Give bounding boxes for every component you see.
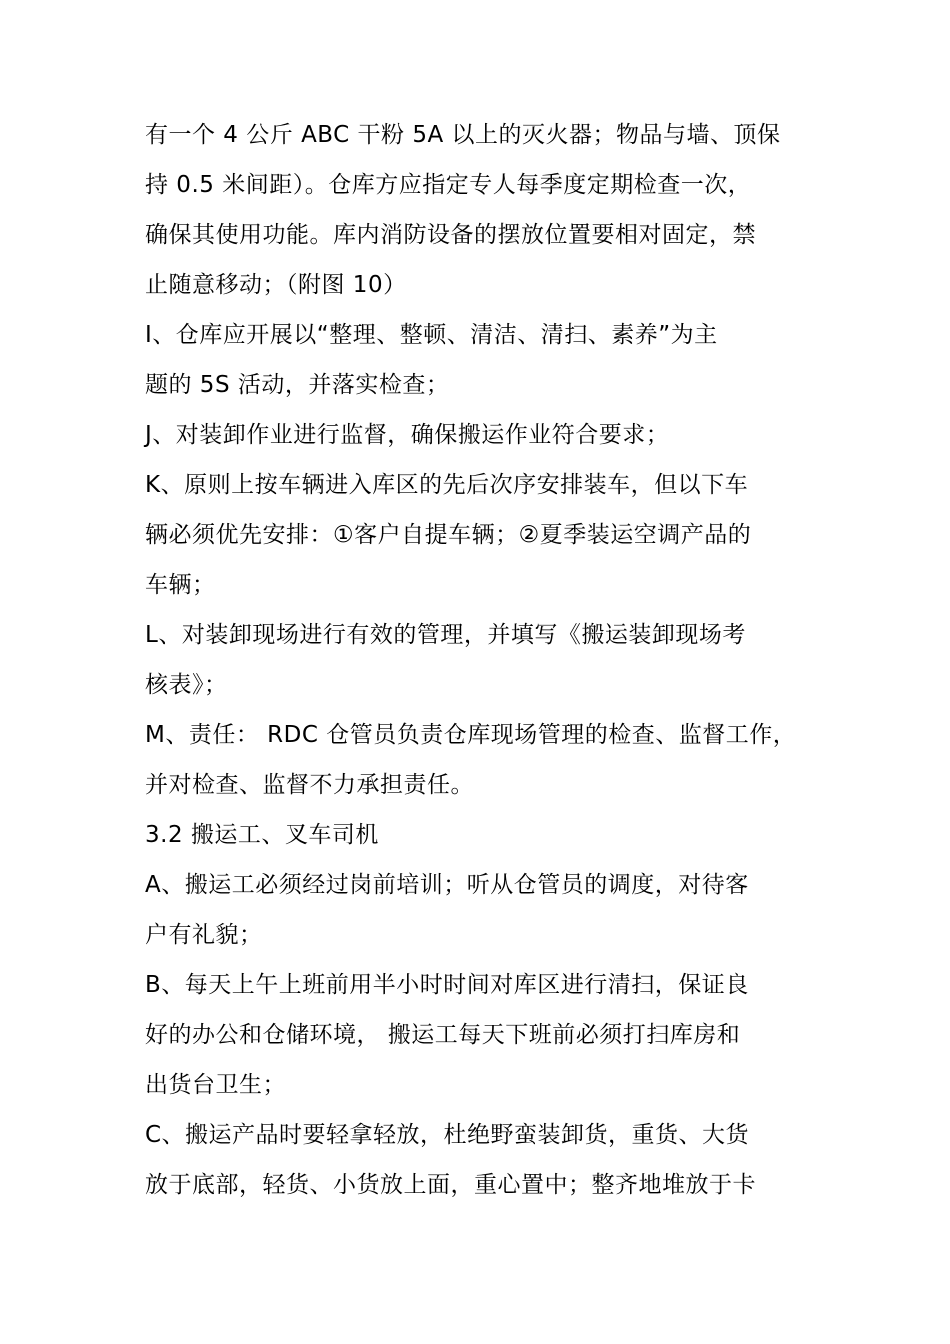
paragraph-item-j (145, 410, 825, 460)
document-body (145, 110, 825, 1210)
text-line: 出货台卫生； (145, 1072, 286, 1098)
text-line: 有一个 4 公斤 ABC 干粉 5A 以上的灭火器；物品与墙、顶保 (145, 122, 781, 148)
text-line: I、仓库应开展以“整理、整顿、清洁、清扫、素养”为主 (145, 322, 718, 348)
text-line: C、搬运产品时要轻拿轻放，杜绝野蛮装卸货，重货、大货 (145, 1122, 750, 1148)
text-line: 止随意移动；（附图 10） (145, 272, 407, 298)
text-line: 好的办公和仓储环境， 搬运工每天下班前必须打扫库房和 (145, 1022, 741, 1048)
text-line: 持 0.5 米间距）。仓库方应指定专人每季度定期检查一次， (145, 172, 752, 198)
text-line: 户有礼貌； (145, 922, 263, 948)
section-heading-3-2 (145, 810, 825, 860)
text-line: B、每天上午上班前用半小时时间对库区进行清扫，保证良 (145, 972, 749, 998)
paragraph-item-m (145, 710, 825, 810)
paragraph-item-l (145, 610, 825, 710)
paragraph-item-i (145, 310, 825, 410)
paragraph-fire-equipment (145, 110, 825, 310)
paragraph-item-b (145, 960, 825, 1110)
text-line: 题的 5S 活动，并落实检查； (145, 372, 450, 398)
text-line: L、对装卸现场进行有效的管理，并填写《搬运装卸现场考 (145, 622, 746, 648)
text-line: 辆必须优先安排：①客户自提车辆；②夏季装运空调产品的 (145, 522, 752, 548)
paragraph-item-a (145, 860, 825, 960)
text-line: 确保其使用功能。库内消防设备的摆放位置要相对固定，禁 (145, 222, 756, 248)
text-line: 放于底部，轻货、小货放上面，重心置中；整齐地堆放于卡 (145, 1172, 756, 1198)
text-line: 车辆； (145, 572, 216, 598)
text-line: M、责任： RDC 仓管员负责仓库现场管理的检查、监督工作， (145, 722, 797, 748)
text-line: A、搬运工必须经过岗前培训；听从仓管员的调度，对待客 (145, 872, 749, 898)
paragraph-item-c (145, 1110, 825, 1210)
paragraph-item-k (145, 460, 825, 610)
text-line: K、原则上按车辆进入库区的先后次序安排装车，但以下车 (145, 472, 749, 498)
text-line: 核表》； (145, 672, 228, 698)
text-line: J、对装卸作业进行监督，确保搬运作业符合要求； (145, 422, 670, 448)
text-line: 并对检查、监督不力承担责任。 (145, 772, 474, 798)
text-line: 3.2 搬运工、叉车司机 (145, 822, 379, 848)
